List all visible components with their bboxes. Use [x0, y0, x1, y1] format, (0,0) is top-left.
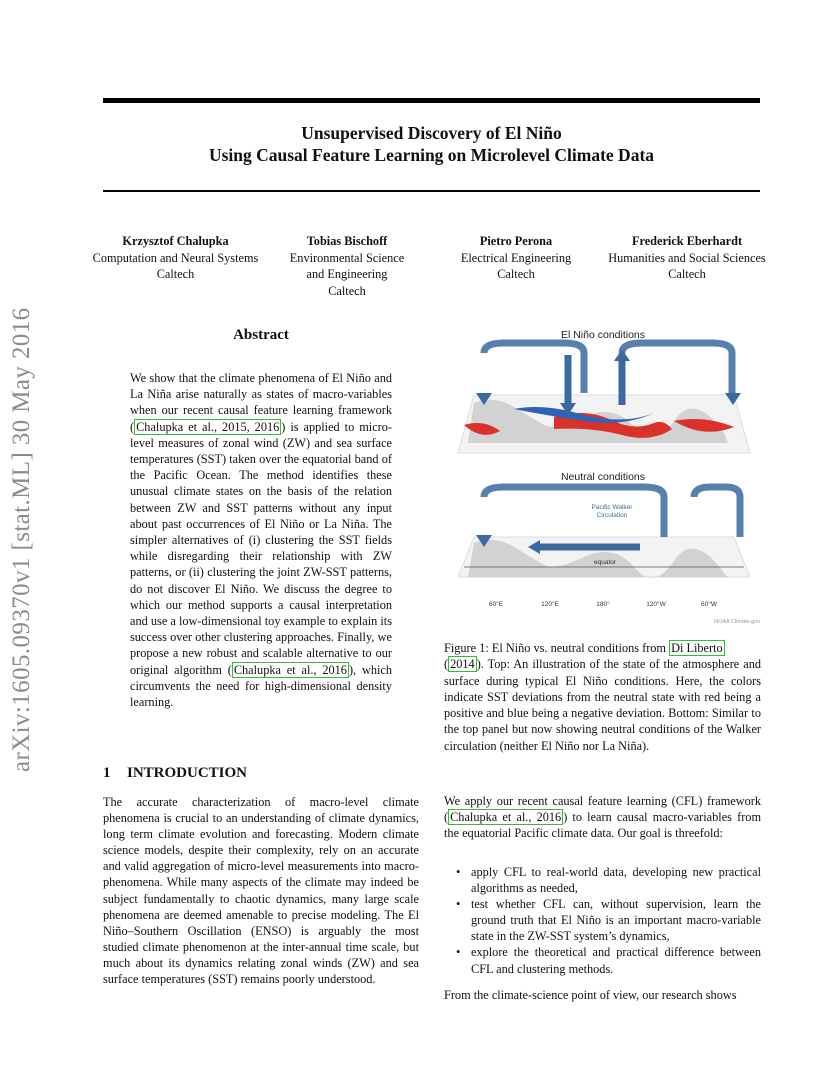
- list-item-text: explore the theoretical and practical difference between CFL and clustering methods.: [471, 945, 761, 976]
- neutral-panel: [458, 487, 750, 578]
- list-item-text: test whether CFL can, without supervision, learn the ground truth that El Niño is an important macro-variable state in the ZW-SST system’s dynamics,: [471, 897, 761, 944]
- longitude-tick: 120°E: [541, 601, 559, 608]
- walker-label: Circulation: [596, 512, 628, 519]
- section-number: 1: [103, 765, 111, 781]
- author-affiliation: Caltech: [668, 267, 706, 281]
- author-name: Tobias Bischoff: [306, 234, 388, 248]
- arxiv-stamp[interactable]: arXiv:1605.09370v1 [stat.ML] 30 May 2016: [8, 307, 35, 772]
- figure-illustration: [444, 325, 762, 630]
- author-affiliation: Environmental Science: [289, 250, 405, 265]
- figure-credit: NOAA Climate.gov: [714, 619, 760, 625]
- longitude-tick: 120°W: [646, 601, 666, 608]
- author-affiliation: Caltech: [497, 267, 535, 281]
- paragraph-text: We apply our recent causal feature learning (CFL) framework (: [444, 794, 761, 825]
- citation-link[interactable]: Chalupka et al., 2016: [450, 810, 562, 825]
- bullet-icon: •: [456, 865, 461, 879]
- paragraph-text: From the climate-science point of view, our research shows: [444, 988, 737, 1002]
- abstract-text: ) is applied to micro-level measures of zonal wind (ZW) and sea surface temperatures (SST) taken over the equatorial band of the Pacific Ocean. The method identifies these unusual climate states on the basis of the relation between ZW and SST patterns without any input about past occurrences of El Niño or La Niña. The simpler alternatives of (i) clustering the SST fields while disregarding their relationship with ZW patterns, or (ii) clustering the joint ZW-SST patterns, do not discover El Niño. We discuss the degree to which our method supports a causal interpretation and use a low-dimensional toy example to explain its success over other clustering approaches. Finally, we propose a new robust and scalable alternative to our original algorithm (: [130, 419, 392, 677]
- bullet-icon: •: [456, 945, 461, 960]
- citation-link[interactable]: Di Liberto: [671, 641, 723, 655]
- figure-bottom-title: Neutral conditions: [560, 471, 646, 483]
- introduction-body: The accurate characterization of macro-level climate phenomena is crucial to an understanding of climate dynamics, long term climate evolution and forecasting. Modern climate science models, despite their complexity, rely on an accurate and valid aggregation of micro-level measurements into macro-phenomena. While many aspects of the climate may indeed be subject fundamentally to chaotic dynamics, many large scale phenomena are deemed amenable to precise modeling. The El Niño–Southern Oscillation (ENSO) is arguably the most studied climate phenomenon at the inter-annual time scale, but much about its dynamics relating zonal winds (ZW) and sea surface temperatures (SST) remains poorly understood.: [103, 795, 419, 987]
- author-3: [440, 233, 592, 283]
- circulation-arrow: [622, 343, 732, 393]
- citation-link[interactable]: 2014: [450, 657, 475, 672]
- intro-continued: [444, 793, 761, 841]
- abstract-text: ), which circumvents the need for high-dimensional density learning.: [130, 662, 393, 710]
- author-name: Krzysztof Chalupka: [122, 234, 229, 248]
- author-1: [78, 233, 273, 283]
- walker-label: Pacific Walker: [591, 504, 633, 511]
- longitude-tick: 60°W: [701, 601, 717, 608]
- longitude-tick: 180°: [596, 601, 610, 608]
- author-4: [592, 233, 782, 283]
- list-item: [444, 864, 761, 896]
- caption-text: (: [444, 657, 449, 672]
- title-line-2: Using Causal Feature Learning on Microlevel Climate Data: [208, 145, 655, 165]
- list-item: [444, 944, 761, 976]
- citation-link[interactable]: Chalupka et al., 2015, 2016: [136, 419, 280, 434]
- section-heading: [103, 765, 247, 782]
- longitude-tick: 60°E: [488, 601, 504, 608]
- abstract-body: [130, 370, 392, 710]
- top-rule: [103, 98, 760, 103]
- author-2: [272, 233, 422, 299]
- paragraph-text: ) to learn causal macro-variables from the equatorial Pacific climate data. Our goal is threefold:: [444, 810, 762, 841]
- caption-text: Figure 1: El Niño vs. neutral conditions from: [444, 641, 670, 655]
- author-affiliation: and Engineering: [306, 267, 388, 281]
- figure-top-title: El Niño conditions: [560, 329, 646, 341]
- caption-text: ). Top: An illustration of the state of the atmosphere and surface during typical El Niño conditions. Here, the colors indicate SST deviations from the neutral state with red being a positive and blue being a negative deviation. Bottom: Similar to the top panel but now showing neutral conditions of the Walker circulation (neither El Niño nor La Niña).: [444, 657, 761, 753]
- bullet-icon: •: [456, 897, 461, 912]
- citation-link[interactable]: Chalupka et al., 2016: [233, 662, 347, 677]
- figure-caption: [444, 640, 761, 754]
- el-nino-panel: [458, 343, 750, 453]
- equator-label: equator: [594, 559, 617, 566]
- author-affiliation: Caltech: [156, 267, 195, 281]
- figure-1: [444, 325, 762, 630]
- section-title: INTRODUCTION: [127, 765, 248, 781]
- arrow-head: [614, 349, 630, 361]
- author-affiliation: Caltech: [328, 283, 366, 298]
- title-rule: [103, 190, 760, 192]
- list-item: [444, 896, 761, 944]
- abstract-text: We show that the climate phenomena of El Niño and La Niña arise naturally as states of macro-variables when our recent causal feature learning framework (: [130, 371, 392, 434]
- author-name: Frederick Eberhardt: [631, 234, 743, 248]
- paper-title: [103, 122, 760, 166]
- abstract-heading: Abstract: [233, 327, 289, 343]
- goals-list: [444, 864, 761, 977]
- author-affiliation: Computation and Neural Systems: [92, 250, 259, 265]
- walker-circulation-arrow: [484, 487, 664, 537]
- author-name: Pietro Perona: [479, 234, 553, 248]
- title-line-1: Unsupervised Discovery of El Niño: [301, 123, 562, 143]
- author-affiliation: Electrical Engineering: [460, 250, 572, 265]
- circulation-arrow: [694, 487, 740, 537]
- list-item-text: apply CFL to real-world data, developing new practical algorithms as needed,: [471, 865, 761, 896]
- author-affiliation: Humanities and Social Sciences: [608, 250, 766, 265]
